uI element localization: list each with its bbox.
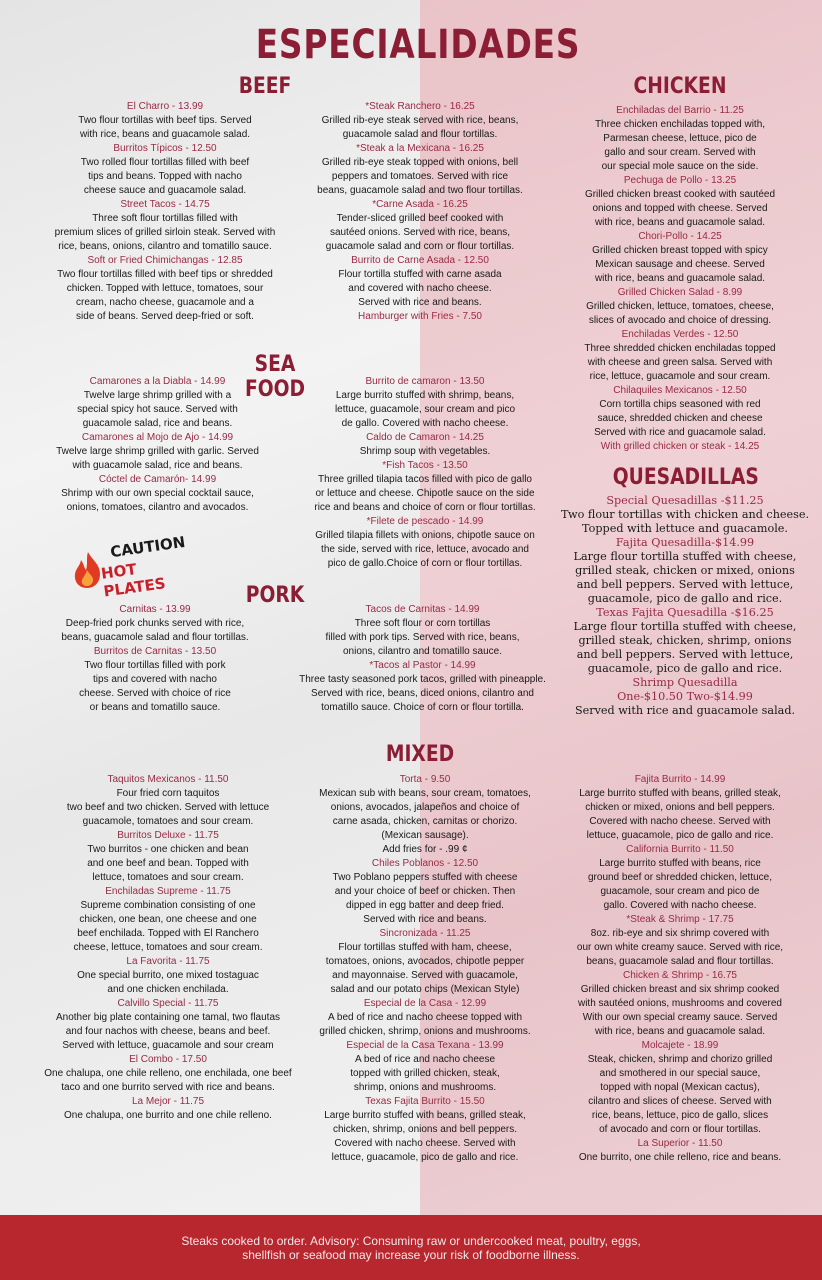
menu-item-description: Two flour tortillas with chicken and cheese. bbox=[560, 508, 810, 521]
menu-item-description: rice, lettuce, guacamole and sour cream. bbox=[589, 371, 771, 382]
section-title-beef: BEEF bbox=[238, 74, 292, 99]
menu-item-name: La Mejor - 11.75 bbox=[131, 1096, 205, 1107]
quesadillas-column bbox=[560, 494, 810, 718]
menu-item-name: La Favorita - 11.75 bbox=[126, 956, 210, 967]
menu-item-name: Chori-Pollo - 14.25 bbox=[638, 231, 722, 242]
menu-item-description: tips and beans. Topped with nacho bbox=[88, 171, 242, 182]
menu-item-description: Add fries for - .99 ¢ bbox=[382, 844, 468, 855]
menu-item-description: topped with nopal (Mexican cactus), bbox=[600, 1082, 760, 1093]
menu-item-description: cilantro and slices of cheese. Served with bbox=[588, 1096, 772, 1107]
menu-item-description: with guacamole salad, rice and beans. bbox=[72, 460, 243, 471]
menu-item-description: Three grilled tilapia tacos filled with pico de gallo bbox=[317, 474, 532, 485]
seafood-left-column bbox=[15, 375, 300, 515]
menu-item-description: cream, nacho cheese, guacamole and a bbox=[76, 297, 254, 308]
menu-item-description: Covered with nacho cheese. Served with bbox=[334, 1138, 516, 1149]
menu-item-description: and smothered in our special sauce, bbox=[599, 1068, 761, 1079]
menu-item-description: Another big plate containing one tamal, two flautas bbox=[55, 1012, 281, 1023]
menu-item-name: *Steak a la Mexicana - 16.25 bbox=[356, 143, 484, 154]
pork-middle-column bbox=[285, 603, 560, 715]
menu-item-description: Grilled rib-eye steak topped with onions, bell bbox=[321, 157, 519, 168]
section-title-chicken: CHICKEN bbox=[633, 74, 727, 99]
menu-item-description: and mayonnaise. Served with guacamole, bbox=[332, 970, 518, 981]
menu-item-description: One chalupa, one chile relleno, one enchilada, one beef bbox=[44, 1068, 292, 1079]
menu-item-description: One chalupa, one burrito and one chile relleno. bbox=[64, 1110, 272, 1121]
menu-item-name: Shrimp Quesadilla bbox=[632, 676, 738, 689]
menu-item-description: premium slices of grilled sirloin steak. Served with bbox=[54, 227, 276, 238]
menu-item-description: Two rolled flour tortillas filled with beef bbox=[80, 157, 250, 168]
menu-item-description: Tender-sliced grilled beef cooked with bbox=[336, 213, 504, 224]
menu-item-description: Grilled rib-eye steak served with rice, beans, bbox=[321, 115, 519, 126]
menu-item-description: Corn tortilla chips seasoned with red bbox=[599, 399, 761, 410]
beef-middle-column bbox=[280, 100, 560, 324]
menu-item-description: and bell peppers. Served with lettuce, bbox=[576, 578, 794, 591]
menu-item-name: *Fish Tacos - 13.50 bbox=[382, 460, 468, 471]
menu-item-description: gallo. Covered with nacho cheese. bbox=[603, 900, 757, 911]
menu-item-description: tips and covered with nacho bbox=[93, 674, 217, 685]
menu-item-description: tomatoes, onions, avocados, chipotle pepper bbox=[325, 956, 525, 967]
menu-item-name: Enchiladas Verdes - 12.50 bbox=[621, 329, 739, 340]
caution-text: CAUTION bbox=[109, 532, 187, 562]
section-title-pork: PORK bbox=[245, 583, 305, 608]
menu-item-description: Grilled chicken breast and six shrimp cooked bbox=[580, 984, 780, 995]
menu-item-description: beans, guacamole salad and two flour tortillas. bbox=[317, 185, 523, 196]
caution-hot-plates-badge bbox=[70, 530, 200, 601]
menu-item-description: One special burrito, one mixed tostaguac bbox=[77, 970, 259, 981]
menu-item-description: Served with lettuce, guacamole and sour cream bbox=[62, 1040, 274, 1051]
menu-item-description: guacamole, sour cream and pico de bbox=[600, 886, 760, 897]
menu-item-name: With grilled chicken or steak - 14.25 bbox=[600, 441, 760, 452]
menu-item-name: Soft or Fried Chimichangas - 12.85 bbox=[87, 255, 243, 266]
menu-item-name: One-$10.50 Two-$14.99 bbox=[617, 690, 753, 703]
menu-item-description: Large flour tortilla stuffed with cheese, bbox=[573, 620, 797, 633]
menu-item-description: Flour tortilla stuffed with carne asada bbox=[338, 269, 502, 280]
menu-item-description: Two Poblano peppers stuffed with cheese bbox=[332, 872, 518, 883]
menu-item-description: and four nachos with cheese, beans and beef. bbox=[65, 1026, 271, 1037]
menu-title: ESPECIALIDADES bbox=[255, 22, 581, 68]
chicken-column bbox=[560, 104, 800, 454]
menu-item-description: Steak, chicken, shrimp and chorizo grilled bbox=[587, 1054, 773, 1065]
menu-item-description: pico de gallo.Choice of corn or flour tortillas. bbox=[327, 558, 523, 569]
menu-item-name: Burritos Deluxe - 11.75 bbox=[117, 830, 219, 841]
menu-item-description: or lettuce and cheese. Chipotle sauce on the side bbox=[315, 488, 535, 499]
menu-item-description: filled with pork tips. Served with rice, beans, bbox=[325, 632, 520, 643]
menu-item-description: cheese. Served with choice of rice bbox=[79, 688, 231, 699]
menu-item-description: the side, served with rice, lettuce, avocado and bbox=[321, 544, 529, 555]
menu-item-name: Texas Fajita Quesadilla -$16.25 bbox=[596, 606, 774, 619]
menu-item-description: A bed of rice and nacho cheese topped with bbox=[327, 1012, 523, 1023]
menu-item-description: A bed of rice and nacho cheese bbox=[354, 1054, 496, 1065]
menu-item-description: sauce, shredded chicken and cheese bbox=[597, 413, 763, 424]
menu-item-name: Burritos de Carnitas - 13.50 bbox=[93, 646, 217, 657]
menu-item-description: Grilled chicken, lettuce, tomatoes, cheese, bbox=[586, 301, 774, 312]
menu-item-description: Three chicken enchiladas topped with, bbox=[594, 119, 766, 130]
menu-item-description: chicken or mixed, onions and bell peppers. bbox=[585, 802, 775, 813]
menu-item-description: our special mole sauce on the side. bbox=[601, 161, 759, 172]
menu-item-name: Enchiladas del Barrio - 11.25 bbox=[616, 105, 744, 116]
menu-item-description: Mexican sausage and cheese. Served bbox=[595, 259, 765, 270]
menu-item-description: gallo and sour cream. Served with bbox=[604, 147, 756, 158]
advisory-line-2: shellfish or seafood may increase your risk of foodborne illness. bbox=[242, 1248, 580, 1262]
menu-item-description: Large burrito stuffed with beans, rice bbox=[599, 858, 761, 869]
menu-item-description: grilled steak, chicken, shrimp, onions bbox=[578, 634, 792, 647]
menu-item-description: Large flour tortilla stuffed with cheese, bbox=[573, 550, 797, 563]
menu-item-name: Taquitos Mexicanos - 11.50 bbox=[107, 774, 229, 785]
menu-item-description: chicken, shrimp, onions and bell peppers. bbox=[333, 1124, 517, 1135]
menu-item-description: Shrimp soup with vegetables. bbox=[359, 446, 491, 457]
menu-item-description: grilled chicken, shrimp, onions and mushrooms. bbox=[319, 1026, 531, 1037]
menu-item-name: Camarones al Mojo de Ajo - 14.99 bbox=[81, 432, 234, 443]
menu-item-description: tomatillo sauce. Choice of corn or flour tortilla. bbox=[321, 702, 524, 713]
menu-item-name: El Combo - 17.50 bbox=[129, 1054, 207, 1065]
menu-item-description: and your choice of beef or chicken. Then bbox=[334, 886, 516, 897]
menu-item-description: Supreme combination consisting of one bbox=[80, 900, 256, 911]
menu-item-description: Large burrito stuffed with beans, grilled steak, bbox=[579, 788, 781, 799]
menu-item-description: chicken. Topped with lettuce, tomatoes, sour bbox=[66, 283, 264, 294]
menu-item-name: Molcajete - 18.99 bbox=[641, 1040, 719, 1051]
menu-item-description: Two flour tortillas filled with pork bbox=[84, 660, 226, 671]
menu-item-name: Especial de la Casa Texana - 13.99 bbox=[346, 1040, 504, 1051]
mixed-right-column bbox=[560, 773, 800, 1165]
menu-item-description: dipped in egg batter and deep fried. bbox=[346, 900, 504, 911]
menu-item-name: Hamburger with Fries - 7.50 bbox=[358, 311, 482, 322]
menu-item-description: with rice, beans and guacamole salad. bbox=[594, 1026, 766, 1037]
menu-item-description: onions, tomatoes, cilantro and avocados. bbox=[66, 502, 249, 513]
menu-item-name: Burritos Típicos - 12.50 bbox=[113, 143, 217, 154]
menu-item-name: Grilled Chicken Salad - 8.99 bbox=[617, 287, 743, 298]
menu-item-description: guacamole salad, rice and beans. bbox=[82, 418, 233, 429]
menu-item-name: Street Tacos - 14.75 bbox=[120, 199, 210, 210]
menu-item-description: Three soft flour tortillas filled with bbox=[92, 213, 238, 224]
menu-item-name: *Steak Ranchero - 16.25 bbox=[365, 101, 475, 112]
menu-item-description: de gallo. Covered with nacho cheese. bbox=[341, 418, 509, 429]
menu-item-name: Chilaquiles Mexicanos - 12.50 bbox=[613, 385, 747, 396]
seafood-middle-column bbox=[285, 375, 565, 571]
menu-item-description: topped with grilled chicken, steak, bbox=[350, 1068, 500, 1079]
menu-item-description: side of beans. Served deep-fried or soft. bbox=[76, 311, 254, 322]
menu-item-description: chicken, one bean, one cheese and one bbox=[79, 914, 257, 925]
menu-item-description: our own white creamy sauce. Served with rice, bbox=[576, 942, 784, 953]
menu-item-name: Pechuga de Pollo - 13.25 bbox=[623, 175, 737, 186]
menu-item-name: Chiles Poblanos - 12.50 bbox=[371, 858, 479, 869]
menu-item-description: lettuce, guacamole, sour cream and pico bbox=[334, 404, 516, 415]
menu-item-name: Special Quesadillas -$11.25 bbox=[606, 494, 764, 507]
menu-item-description: Large burrito stuffed with beans, grilled steak, bbox=[324, 1110, 526, 1121]
menu-item-description: With our own special creamy sauce. Served bbox=[582, 1012, 778, 1023]
menu-item-description: carne asada, chicken, carnitas or chorizo. bbox=[332, 816, 518, 827]
menu-item-name: Tacos de Carnitas - 14.99 bbox=[365, 604, 480, 615]
menu-item-description: and covered with nacho cheese. bbox=[348, 283, 492, 294]
pork-left-column bbox=[30, 603, 280, 715]
menu-item-description: Parmesan cheese, lettuce, pico de bbox=[603, 133, 757, 144]
menu-item-name: *Filete de pescado - 14.99 bbox=[366, 516, 484, 527]
menu-item-description: with rice, beans and guacamole salad. bbox=[594, 217, 766, 228]
menu-item-description: Two burritos - one chicken and bean bbox=[87, 844, 249, 855]
menu-item-name: Carnitas - 13.99 bbox=[119, 604, 191, 615]
menu-item-description: Deep-fried pork chunks served with rice, bbox=[65, 618, 245, 629]
menu-item-name: Camarones a la Diabla - 14.99 bbox=[89, 376, 226, 387]
menu-item-description: ground beef or shredded chicken, lettuce, bbox=[587, 872, 772, 883]
menu-item-name: Chicken & Shrimp - 16.75 bbox=[623, 970, 737, 981]
menu-item-description: lettuce, tomatoes and sour cream. bbox=[92, 872, 244, 883]
menu-item-description: with rice, beans and guacamole salad. bbox=[594, 273, 766, 284]
advisory-line-1: Steaks cooked to order. Advisory: Consuming raw or undercooked meat, poultry, eggs, bbox=[181, 1234, 641, 1248]
menu-item-description: rice and beans and choice of corn or flour tortillas. bbox=[314, 502, 536, 513]
menu-item-description: beans, guacamole salad and flour tortillas. bbox=[586, 956, 774, 967]
menu-item-name: Especial de la Casa - 12.99 bbox=[363, 998, 487, 1009]
menu-item-description: Mexican sub with beans, sour cream, tomatoes, bbox=[319, 788, 531, 799]
menu-item-name: California Burrito - 11.50 bbox=[626, 844, 734, 855]
menu-item-description: Served with rice and guacamole salad. bbox=[594, 427, 766, 438]
menu-item-description: guacamole, pico de gallo and rice. bbox=[587, 592, 783, 605]
section-title-seafood: SEA FOOD bbox=[244, 352, 306, 402]
menu-item-description: grilled steak, chicken or mixed, onions bbox=[575, 564, 795, 577]
menu-item-description: slices of avocado and choice of dressing. bbox=[588, 315, 772, 326]
menu-item-description: Served with rice, beans, diced onions, cilantro and bbox=[311, 688, 534, 699]
menu-item-description: Two flour tortillas filled with beef tips or shredded bbox=[57, 269, 273, 280]
menu-item-name: Caldo de Camaron - 14.25 bbox=[366, 432, 484, 443]
menu-item-description: onions, cilantro and tomatillo sauce. bbox=[343, 646, 502, 657]
menu-item-description: lettuce, guacamole, pico de gallo and rice. bbox=[586, 830, 774, 841]
menu-item-description: with sautéed onions, mushrooms and covered bbox=[577, 998, 782, 1009]
menu-item-description: salad and our potato chips (Mexican Style) bbox=[330, 984, 520, 995]
menu-item-description: with cheese and green salsa. Served with bbox=[587, 357, 773, 368]
menu-item-description: of avocado and corn or flour tortillas. bbox=[599, 1124, 761, 1135]
menu-item-description: peppers and tomatoes. Served with rice bbox=[331, 171, 509, 182]
menu-item-description: cheese sauce and guacamole salad. bbox=[83, 185, 247, 196]
menu-item-description: two beef and two chicken. Served with lettuce bbox=[66, 802, 270, 813]
menu-item-description: and one beef and bean. Topped with bbox=[87, 858, 249, 869]
menu-item-description: and one chicken enchilada. bbox=[107, 984, 229, 995]
menu-item-description: (Mexican sausage). bbox=[381, 830, 469, 841]
menu-item-description: with rice, beans and guacamole salad. bbox=[79, 129, 251, 140]
menu-item-description: Four fried corn taquitos bbox=[116, 788, 220, 799]
menu-item-name: La Superior - 11.50 bbox=[637, 1138, 723, 1149]
menu-item-name: Burrito de Carne Asada - 12.50 bbox=[351, 255, 489, 266]
menu-item-name: Sincronizada - 11.25 bbox=[379, 928, 471, 939]
menu-item-name: Fajita Burrito - 14.99 bbox=[634, 774, 726, 785]
menu-item-name: Torta - 9.50 bbox=[399, 774, 451, 785]
menu-item-description: guacamole, pico de gallo and rice. bbox=[587, 662, 783, 675]
menu-item-description: Topped with lettuce and guacamole. bbox=[582, 522, 788, 535]
menu-item-description: shrimp, onions and mushrooms. bbox=[353, 1082, 497, 1093]
menu-item-description: guacamole salad and corn or flour tortillas. bbox=[325, 241, 515, 252]
menu-item-description: lettuce, guacamole, pico de gallo and rice. bbox=[331, 1152, 519, 1163]
menu-item-description: onions, avocados, jalapeños and choice of bbox=[330, 802, 520, 813]
menu-item-description: special spicy hot sauce. Served with bbox=[77, 404, 238, 415]
mixed-middle-column bbox=[295, 773, 555, 1165]
menu-item-description: cheese, lettuce, tomatoes and sour cream. bbox=[73, 942, 263, 953]
menu-item-description: rice, beans, onions, cilantro and tomatillo sauce. bbox=[58, 241, 272, 252]
menu-item-description: One burrito, one chile relleno, rice and beans. bbox=[578, 1152, 782, 1163]
section-title-mixed: MIXED bbox=[385, 742, 455, 767]
menu-item-name: Enchiladas Supreme - 11.75 bbox=[105, 886, 231, 897]
menu-item-name: *Tacos al Pastor - 14.99 bbox=[369, 660, 476, 671]
menu-item-description: guacamole salad and flour tortillas. bbox=[342, 129, 498, 140]
menu-item-description: Grilled chicken breast cooked with sautéed bbox=[584, 189, 776, 200]
menu-item-description: Flour tortillas stuffed with ham, cheese, bbox=[338, 942, 512, 953]
mixed-left-column bbox=[28, 773, 308, 1123]
menu-item-description: onions and topped with cheese. Served bbox=[592, 203, 768, 214]
menu-item-description: Three soft flour or corn tortillas bbox=[354, 618, 491, 629]
menu-item-description: Served with rice and beans. bbox=[363, 914, 487, 925]
menu-item-name: Calvillo Special - 11.75 bbox=[117, 998, 219, 1009]
menu-item-description: Served with rice and beans. bbox=[358, 297, 482, 308]
menu-item-description: Twelve large shrimp grilled with a bbox=[83, 390, 232, 401]
menu-item-name: Fajita Quesadilla-$14.99 bbox=[615, 536, 755, 549]
menu-item-name: *Carne Asada - 16.25 bbox=[372, 199, 468, 210]
beef-left-column bbox=[20, 100, 310, 324]
menu-item-description: guacamole, tomatoes and sour cream. bbox=[82, 816, 254, 827]
menu-item-name: Burrito de camaron - 13.50 bbox=[365, 376, 485, 387]
menu-item-description: rice, beans, lettuce, pico de gallo, slices bbox=[591, 1110, 769, 1121]
menu-item-description: sautéed onions. Served with rice, beans, bbox=[329, 227, 511, 238]
footer-advisory bbox=[0, 1215, 822, 1280]
menu-item-description: and bell peppers. Served with lettuce, bbox=[576, 648, 794, 661]
menu-item-description: 8oz. rib-eye and six shrimp covered with bbox=[590, 928, 770, 939]
menu-item-description: Served with rice and guacamole salad. bbox=[574, 704, 796, 717]
menu-item-name: El Charro - 13.99 bbox=[126, 101, 204, 112]
menu-item-name: Cóctel de Camarón- 14.99 bbox=[98, 474, 217, 485]
menu-item-description: beef enchilada. Topped with El Ranchero bbox=[77, 928, 259, 939]
menu-item-name: *Steak & Shrimp - 17.75 bbox=[626, 914, 734, 925]
menu-item-name: Texas Fajita Burrito - 15.50 bbox=[365, 1096, 485, 1107]
menu-item-description: Three tasty seasoned pork tacos, grilled with pineapple. bbox=[299, 674, 546, 685]
menu-item-description: Shrimp with our own special cocktail sauce, bbox=[61, 488, 254, 499]
menu-item-description: Covered with nacho cheese. Served with bbox=[589, 816, 771, 827]
menu-item-description: Twelve large shrimp grilled with garlic. Served bbox=[56, 446, 259, 457]
section-title-quesadillas: QUESADILLAS bbox=[612, 465, 759, 490]
menu-item-description: or beans and tomatillo sauce. bbox=[89, 702, 221, 713]
hot-plates-text: HOT PLATES bbox=[99, 560, 167, 601]
menu-item-description: taco and one burrito served with rice and beans. bbox=[61, 1082, 275, 1093]
menu-item-description: beans, guacamole salad and flour tortillas. bbox=[61, 632, 249, 643]
menu-item-description: Large burrito stuffed with shrimp, beans, bbox=[335, 390, 515, 401]
menu-item-description: Grilled chicken breast topped with spicy bbox=[592, 245, 768, 256]
menu-item-description: Two flour tortillas with beef tips. Served bbox=[78, 115, 252, 126]
menu-item-description: Three shredded chicken enchiladas topped bbox=[584, 343, 776, 354]
menu-item-description: Grilled tilapia fillets with onions, chipotle sauce on bbox=[315, 530, 535, 541]
